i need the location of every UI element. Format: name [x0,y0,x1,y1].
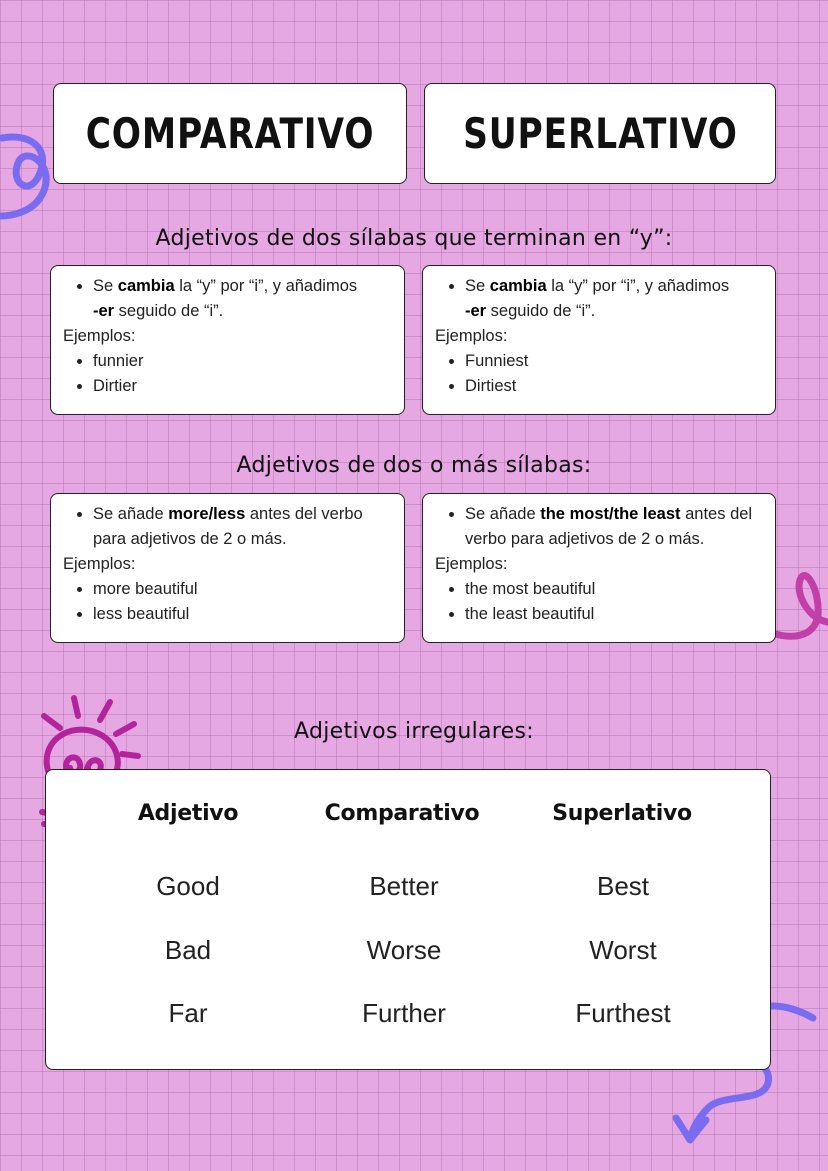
examples-label: Ejemplos: [435,327,508,345]
section-title-multi-syllable: Adjetivos de dos o más sílabas: [236,453,592,478]
table-cell: Further [362,998,446,1028]
examples-label: Ejemplos: [63,327,136,345]
section-title-y-ending: Adjetivos de dos sílabas que terminan en “y”: [155,226,673,251]
example-item: • Funniest [465,349,763,374]
comparativo-title: COMPARATIVO [85,109,375,158]
superlativo-header [424,83,776,184]
superlativo-title: SUPERLATIVO [462,109,738,158]
irregular-adjectives-table [45,769,771,1070]
example-item: • Dirtiest [465,374,763,399]
example-item: • funnier [93,349,392,374]
table-cell: Best [596,871,650,901]
table-cell: Far [168,998,208,1028]
superlativo-multi-syllable-card [422,493,776,643]
example-item: • more beautiful [93,577,392,602]
example-item: • the least beautiful [465,602,763,627]
rule-item: • Se añade the most/the least antes del verbo para adjetivos de 2 o más. [465,502,763,552]
blue-squiggle-left-decoration [0,128,60,228]
example-item: • the most beautiful [465,577,763,602]
examples-label: Ejemplos: [63,555,136,573]
table-cell: Better [369,871,439,901]
column-header-superlativo: Superlativo [552,801,692,826]
example-item: • less beautiful [93,602,392,627]
superlativo-y-ending-card [422,265,776,415]
table-cell: Worst [589,935,657,965]
section-title-irregular: Adjetivos irregulares: [294,719,534,744]
example-item: • Dirtier [93,374,392,399]
table-cell: Good [156,871,220,901]
examples-label: Ejemplos: [435,555,508,573]
magenta-squiggle-right-decoration [770,560,828,650]
rule-item: • Se cambia la “y” por “i”, y añadimos -er seguido de “i”. [93,274,392,324]
column-header-adjetivo: Adjetivo [137,801,239,826]
comparativo-multi-syllable-card [50,493,405,643]
table-cell: Worse [366,935,442,965]
comparativo-header [53,83,407,184]
rule-item: • Se añade more/less antes del verbo para adjetivos de 2 o más. [93,502,392,552]
comparativo-y-ending-card [50,265,405,415]
table-cell: Furthest [575,998,671,1028]
rule-item: • Se cambia la “y” por “i”, y añadimos -er seguido de “i”. [465,274,763,324]
table-cell: Bad [164,935,212,965]
column-header-comparativo: Comparativo [324,801,480,826]
